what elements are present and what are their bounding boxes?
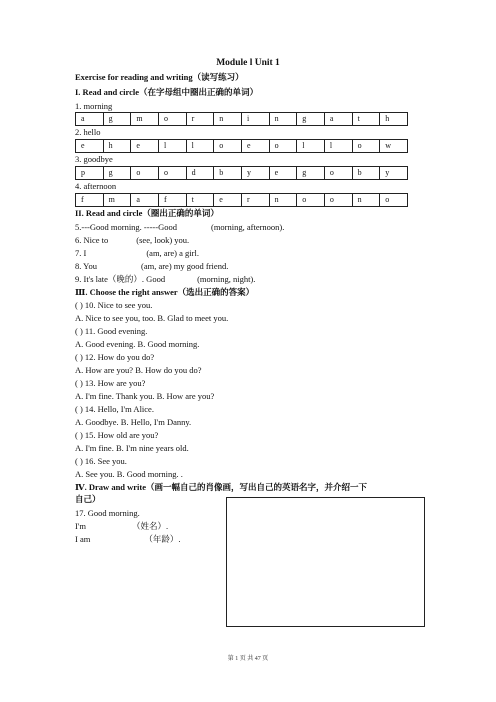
name-hint: （姓名）.	[131, 521, 169, 531]
letter-cell[interactable]: n	[214, 113, 242, 126]
page-subtitle: Exercise for reading and writing（读写练习）	[75, 72, 244, 82]
letter-cell[interactable]: n	[269, 113, 297, 126]
name-stem: I'm	[75, 521, 86, 531]
question-11: ( ) 11. Good evening.	[75, 326, 148, 336]
item-9-stem: 9. It's late（晚的）. Good	[75, 274, 166, 284]
item-6-stem: 6. Nice to	[75, 235, 109, 245]
letter-cell[interactable]: a	[131, 194, 159, 207]
section-1-heading: I. Read and circle（在字母组中圈出正确的单词）	[75, 87, 259, 97]
question-16: ( ) 16. See you.	[75, 456, 127, 466]
section-2-heading: II. Read and circle（圈出正确的单词）	[75, 208, 219, 218]
letter-cell[interactable]: n	[352, 194, 380, 207]
letter-cell[interactable]: y	[241, 167, 269, 180]
group-4-label: 4. afternoon	[75, 181, 117, 191]
age-hint: （年龄）.	[144, 534, 181, 544]
section-3-heading: Ⅲ. Choose the right answer（选出正确的答案）	[75, 287, 255, 297]
letter-cell[interactable]: o	[131, 167, 159, 180]
item-8	[75, 261, 228, 272]
letter-cell[interactable]: g	[103, 167, 131, 180]
letter-cell[interactable]: o	[324, 167, 352, 180]
item-9	[75, 274, 255, 285]
name-line	[75, 521, 168, 532]
age-stem: I am	[75, 534, 91, 544]
letter-cell[interactable]: b	[352, 167, 380, 180]
page-footer: 第 1 页 共 47 页	[227, 656, 269, 662]
question-15: ( ) 15. How old are you?	[75, 430, 159, 440]
letter-cell[interactable]: o	[352, 140, 380, 153]
section-4-heading-cont: 自己）	[75, 494, 101, 504]
letter-cell[interactable]: l	[158, 140, 186, 153]
question-13: ( ) 13. How are you?	[75, 378, 146, 388]
letter-cell[interactable]: e	[131, 140, 159, 153]
letter-cell[interactable]: h	[103, 140, 131, 153]
item-7-stem: 7. I	[75, 248, 87, 258]
letter-cell[interactable]: y	[380, 167, 408, 180]
question-13-options: A. I'm fine. Thank you. B. How are you?	[75, 391, 215, 401]
question-14-options: A. Goodbye. B. Hello, I'm Danny.	[75, 417, 192, 427]
question-12: ( ) 12. How do you do?	[75, 352, 155, 362]
letter-cell[interactable]: t	[186, 194, 214, 207]
letter-cell[interactable]: n	[269, 194, 297, 207]
letter-cell[interactable]: o	[269, 140, 297, 153]
item-5-options: (morning, afternoon).	[210, 222, 285, 232]
letter-grid-3	[75, 166, 408, 180]
letter-cell[interactable]: e	[241, 140, 269, 153]
group-1-label: 1. morning	[75, 101, 113, 111]
letter-cell[interactable]: o	[324, 194, 352, 207]
item-5	[75, 222, 284, 233]
question-10-options: A. Nice to see you, too. B. Glad to meet you.	[75, 313, 229, 323]
letter-cell[interactable]: o	[297, 194, 325, 207]
greeting-line: 17. Good morning.	[75, 508, 140, 518]
letter-cell[interactable]: d	[186, 167, 214, 180]
item-7	[75, 248, 199, 259]
letter-cell[interactable]: g	[297, 167, 325, 180]
letter-cell[interactable]: i	[241, 113, 269, 126]
question-16-options: A. See you. B. Good morning. .	[75, 469, 183, 479]
section-4-heading: Ⅳ. Draw and write（画一幅自己的肖像画，写出自己的英语名字，并介绍一下	[75, 482, 368, 492]
item-8-stem: 8. You	[75, 261, 97, 271]
letter-cell[interactable]: e	[76, 140, 104, 153]
letter-cell[interactable]: e	[269, 167, 297, 180]
letter-cell[interactable]: o	[158, 167, 186, 180]
question-11-options: A. Good evening. B. Good morning.	[75, 339, 200, 349]
letter-cell[interactable]: r	[241, 194, 269, 207]
item-6-options: (see, look) you.	[136, 235, 190, 245]
group-3-label: 3. goodbye	[75, 154, 113, 164]
item-7-options: (am, are) a girl.	[146, 248, 199, 258]
letter-cell[interactable]: o	[380, 194, 408, 207]
letter-cell[interactable]: m	[103, 194, 131, 207]
letter-cell[interactable]: m	[131, 113, 159, 126]
letter-cell[interactable]: b	[214, 167, 242, 180]
letter-grid-2	[75, 139, 408, 153]
letter-cell[interactable]: t	[352, 113, 380, 126]
question-12-options: A. How are you? B. How do you do?	[75, 365, 202, 375]
item-9-options: (morning, night).	[197, 274, 256, 284]
letter-cell[interactable]: l	[297, 140, 325, 153]
letter-cell[interactable]: g	[103, 113, 131, 126]
letter-cell[interactable]: o	[214, 140, 242, 153]
letter-grid-4	[75, 193, 408, 207]
letter-cell[interactable]: o	[158, 113, 186, 126]
letter-cell[interactable]: g	[297, 113, 325, 126]
page-title: Module l Unit 1	[216, 58, 280, 68]
question-10: ( ) 10. Nice to see you.	[75, 300, 153, 310]
letter-cell[interactable]: e	[214, 194, 242, 207]
letter-cell[interactable]: h	[380, 113, 408, 126]
letter-cell[interactable]: l	[324, 140, 352, 153]
letter-cell[interactable]: a	[76, 113, 104, 126]
letter-grid-1	[75, 112, 408, 126]
group-2-label: 2. hello	[75, 127, 101, 137]
letter-cell[interactable]: p	[76, 167, 104, 180]
letter-cell[interactable]: w	[380, 140, 408, 153]
item-6	[75, 235, 189, 246]
letter-cell[interactable]: r	[186, 113, 214, 126]
age-line	[75, 534, 180, 545]
letter-cell[interactable]: l	[186, 140, 214, 153]
question-15-options: A. I'm fine. B. I'm nine years old.	[75, 443, 189, 453]
portrait-drawing-box[interactable]	[226, 497, 425, 627]
letter-cell[interactable]: a	[324, 113, 352, 126]
question-14: ( ) 14. Hello, I'm Alice.	[75, 404, 154, 414]
item-5-stem: 5.---Good morning. -----Good	[75, 222, 177, 232]
item-8-options: (am, are) my good friend.	[140, 261, 229, 271]
letter-cell[interactable]: f	[76, 194, 104, 207]
letter-cell[interactable]: f	[158, 194, 186, 207]
